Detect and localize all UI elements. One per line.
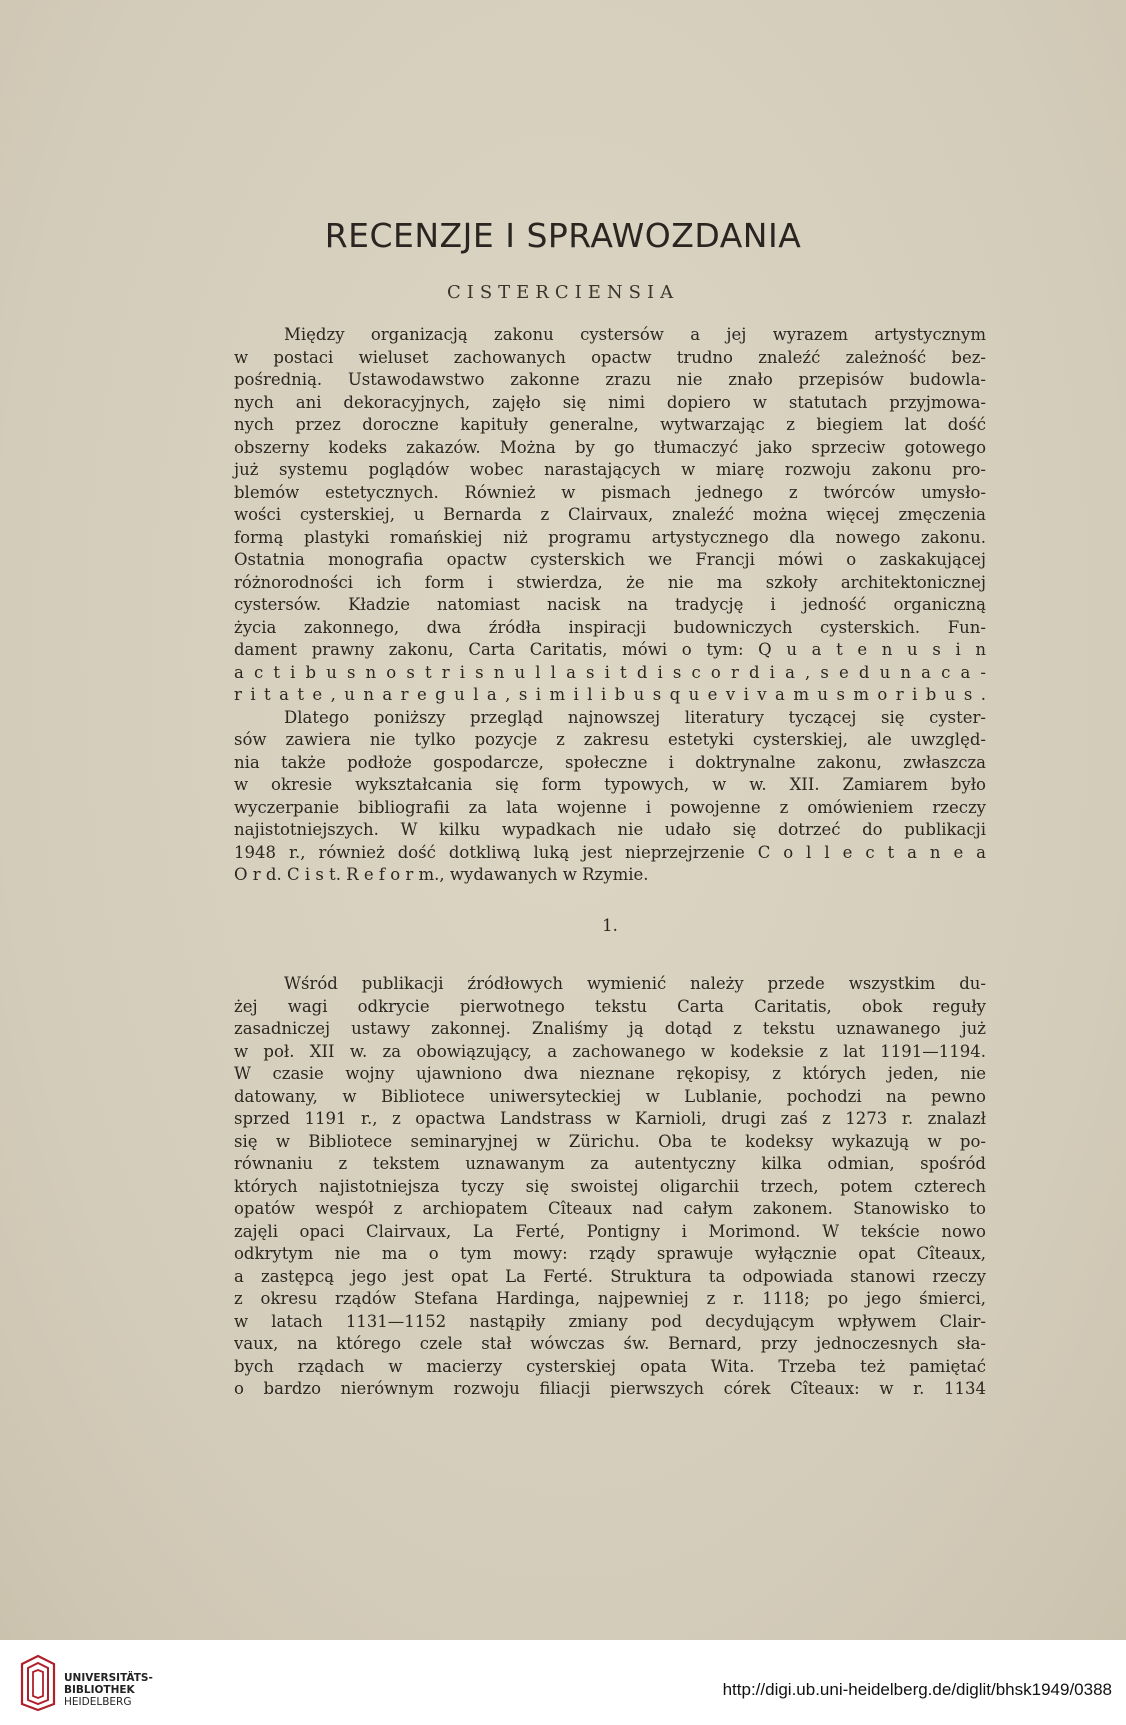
text-line: obszerny kodeks zakazów. Można by go tłumaczyć jako sprzeciw gotowego [234,437,986,457]
text-line: dament prawny zakonu, Carta Caritatis, mówi o tym: Q u a t e n u s i n [234,640,986,659]
text-line: Ostatnia monografia opactw cysterskich we Francji mówi o zaskakującej [234,550,986,569]
text-line: z okresu rządów Stefana Hardinga, najpewniej z r. 1118; po jego śmierci, [234,1289,986,1308]
text-line: vaux, na którego czele stał wówczas św. Bernard, przy jednoczesnych sła- [234,1334,986,1353]
text-line: Wśród publikacji źródłowych wymienić należy przede wszystkim du- [284,974,986,993]
text-line: się w Bibliotece seminaryjnej w Zürichu. Oba te kodeksy wykazują w po- [234,1131,986,1151]
text-line: Dlatego poniższy przegląd najnowszej literatury tyczącej się cyster- [284,707,986,727]
text-line: różnorodności ich form i stwierdza, że nie ma szkoły architektonicznej [234,572,986,592]
paragraph-3 [234,973,986,1401]
text-line: w postaci wieluset zachowanych opactw trudno znaleźć zależność bez- [234,347,986,367]
text-line: opatów wespół z archiopatem Cîteaux nad całym zakonem. Stanowisko to [234,1199,986,1218]
text-line: zajęli opaci Clairvaux, La Ferté, Pontigny i Morimond. W tekście nowo [234,1221,986,1241]
text-line: odkrytym nie ma o tym mowy: rządy sprawuje wyłącznie opat Cîteaux, [234,1244,986,1263]
text-line: r i t a t e , u n a r e g u l a , s i m i l i b u s q u e v i v a m u s m o r i b u s . [234,685,986,704]
section-number: 1. [602,915,618,935]
library-name [64,1672,153,1708]
paragraph-2 [234,707,986,887]
library-name-line: UNIVERSITÄTS- [64,1672,153,1684]
text-line: W czasie wojny ujawniono dwa nieznane rękopisy, z których jeden, nie [234,1064,986,1083]
text-line: Między organizacją zakonu cystersów a jej wyrazem artystycznym [284,325,986,344]
text-line: w poł. XII w. za obowiązujący, a zachowanego w kodeksie z lat 1191—1194. [234,1041,986,1061]
library-name-line: HEIDELBERG [64,1696,132,1708]
text-line: których najistotniejsza tyczy się swoistej oligarchii trzech, potem czterech [234,1176,986,1196]
text-line: w latach 1131—1152 nastąpiły zmiany pod decydującym wpływem Clair- [234,1311,986,1331]
text-line: bych rządach w macierzy cysterskiej opata Wita. Trzeba też pamiętać [234,1356,986,1376]
article-title: CISTERCIENSIA [446,282,680,303]
permalink-url[interactable]: http://digi.ub.uni-heidelberg.de/diglit/bhsk1949/0388 [722,1680,1112,1699]
text-line: blemów estetycznych. Również w pismach jednego z twórców umysło- [234,482,986,502]
text-line: w okresie wykształcania się form typowych, w w. XII. Zamiarem było [234,775,986,794]
text-line: o bardzo nierównym rozwoju filiacji pierwszych córek Cîteaux: w r. 1134 [234,1379,986,1398]
text-line: formą plastyki romańskiej niż programu artystycznego dla nowego zakonu. [234,527,986,547]
paragraph-1 [234,324,986,707]
text-line: już systemu poglądów wobec narastających w miarę rozwoju zakonu pro- [234,460,986,479]
text-line: nych ani dekoracyjnych, zajęło się nimi dopiero w statutach przyjmowa- [234,392,986,412]
library-logo-icon [18,1652,58,1712]
text-line: wości cysterskiej, u Bernarda z Clairvaux, znaleźć można więcej zmęczenia [234,505,986,524]
text-line: cystersów. Kładzie natomiast nacisk na tradycję i jedność organiczną [234,595,986,614]
text-line: pośrednią. Ustawodawstwo zakonne zrazu nie znało przepisów budowla- [234,370,986,389]
text-line: datowany, w Bibliotece uniwersyteckiej w Lublanie, pochodzi na pewno [234,1086,986,1106]
text-line: 1948 r., również dość dotkliwą luką jest nieprzejrzenie C o l l e c t a n e a [234,842,986,862]
section-heading: RECENZJE I SPRAWOZDANIA [324,216,802,255]
text-line: wyczerpanie bibliografii za lata wojenne i powojenne z omówieniem rzeczy [234,797,986,817]
article-body [234,324,986,1401]
text-line: najistotniejszych. W kilku wypadkach nie udało się dotrzeć do publikacji [234,820,986,839]
text-line: a c t i b u s n o s t r i s n u l l a s i t d i s c o r d i a , s e d u n a c a - [234,662,986,682]
text-line: sprzed 1191 r., z opactwa Landstrass w Karnioli, drugi zaś z 1273 r. znalazł [234,1109,986,1128]
text-line: sów zawiera nie tylko pozycje z zakresu estetyki cysterskiej, ale uwzględ- [234,730,986,749]
text-line: a zastępcą jego jest opat La Ferté. Struktura ta odpowiada stanowi rzeczy [234,1266,986,1286]
text-line: równaniu z tekstem uznawanym za autentyczny kilka odmian, spośród [234,1154,986,1173]
text-line: żej wagi odkrycie pierwotnego tekstu Carta Caritatis, obok reguły [234,996,986,1016]
text-line: nia także podłoże gospodarcze, społeczne i doktrynalne zakonu, zwłaszcza [234,752,986,772]
text-line: zasadniczej ustawy zakonnej. Znaliśmy ją dotąd z tekstu uznawanego już [234,1019,986,1038]
text-line: nych przez doroczne kapituły generalne, wytwarzając z biegiem lat dość [234,415,986,434]
text-line: O r d. C i s t. R e f o r m., wydawanych w Rzymie. [234,865,649,884]
library-name-line: BIBLIOTHEK [64,1684,135,1696]
text-line: życia zakonnego, dwa źródła inspiracji budowniczych cysterskich. Fun- [234,617,986,637]
